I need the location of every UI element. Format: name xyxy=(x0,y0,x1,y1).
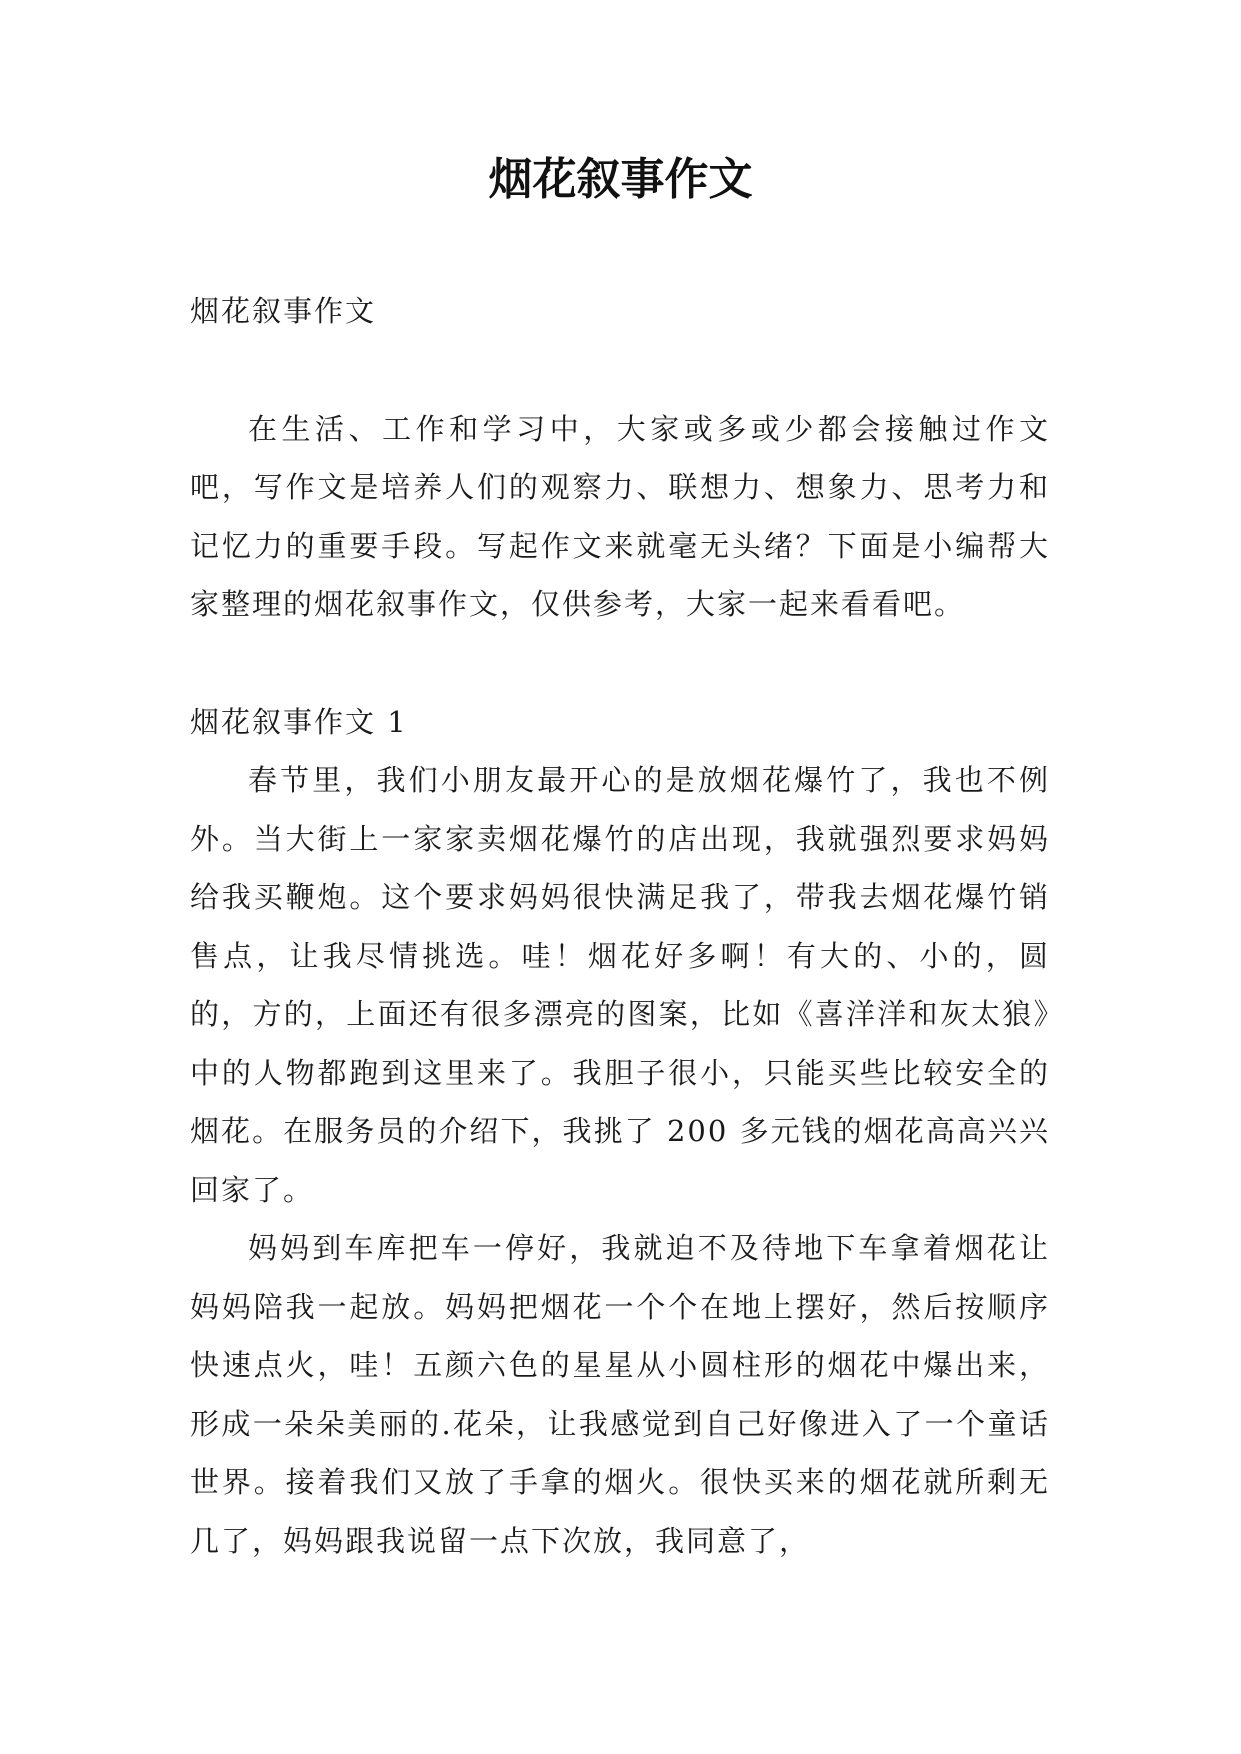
essay-heading: 烟花叙事作文 1 xyxy=(190,704,408,739)
document-subtitle: 烟花叙事作文 xyxy=(190,294,377,328)
document-body xyxy=(190,282,1050,1570)
document-title: 烟花叙事作文 xyxy=(488,154,753,205)
essay-paragraph: 春节里，我们小朋友最开心的是放烟花爆竹了，我也不例外。当大街上一家家卖烟花爆竹的店出现，我就强烈要求妈妈给我买鞭炮。这个要求妈妈很快满足我了，带我去烟花爆竹销售点，让我尽情挑选。哇！烟花好多啊！有大的、小的，圆的，方的，上面还有很多漂亮的图案，比如《喜洋洋和灰太狼》中的人物都跑到这里来了。我胆子很小，只能买些比较安全的烟花。在服务员的介绍下，我挑了 200 多元钱的烟花高高兴兴回家了。 xyxy=(190,763,1050,1207)
spacer xyxy=(190,341,1050,400)
intro-paragraph: 在生活、工作和学习中，大家或多或少都会接触过作文吧，写作文是培养人们的观察力、联想力、想象力、思考力和记忆力的重要手段。写起作文来就毫无头绪？下面是小编帮大家整理的烟花叙事作文，仅供参考，大家一起来看看吧。 xyxy=(190,411,1050,621)
spacer xyxy=(190,634,1050,693)
essay-paragraph: 妈妈到车库把车一停好，我就迫不及待地下车拿着烟花让妈妈陪我一起放。妈妈把烟花一个个在地上摆好，然后按顺序快速点火，哇！五颜六色的星星从小圆柱形的烟花中爆出来，形成一朵朵美丽的.花朵，让我感觉到自己好像进入了一个童话世界。接着我们又放了手拿的烟火。很快买来的烟花就所剩无几了，妈妈跟我说留一点下次放，我同意了， xyxy=(190,1231,1050,1558)
